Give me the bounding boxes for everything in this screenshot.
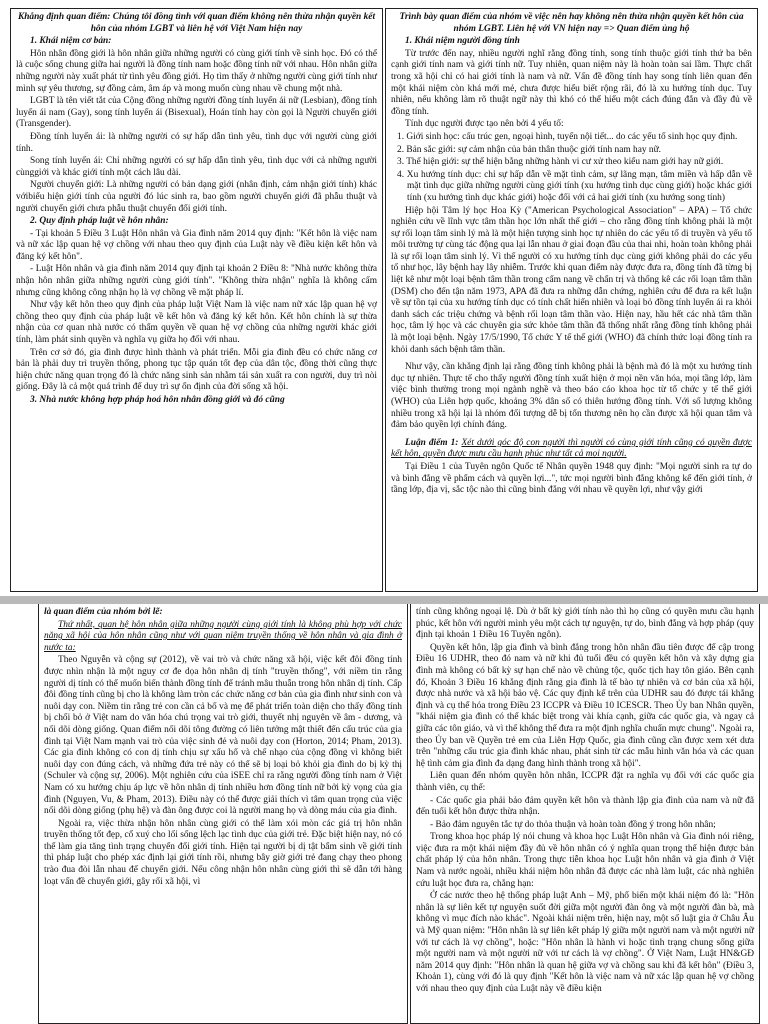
- section-heading: 1. Khái niệm người đồng tính: [405, 36, 520, 47]
- paragraph: Từ trước đến nay, nhiều người nghĩ rằng đồng tính, song tính thuộc giới tính thứ ba bên cạnh giới tính nam và giới tính nữ. Tuy nhiên, quan niệm này là hoàn toàn sai lầm. Thực chất trong xã hội chỉ có hai giới tính là nam và nữ. Vấn đề đồng tính hay song tính liên quan đến một khái niệm còn khá mới mẻ, chưa được hiểu biết rộng rãi, đó là xu hướng tính dục. Tuy nhiên, nếu không làm rõ thuật ngữ này thì khó có thể hiểu một cách đúng đắn và đầy đủ về đồng tính.: [391, 48, 752, 117]
- paragraph: Tính dục người được tạo nên bởi 4 yếu tố:: [405, 119, 564, 130]
- paragraph: Đồng tính luyến ái: là những người có sự hấp dẫn tình yêu, tình dục với người cùng giới tính.: [16, 131, 377, 154]
- paragraph: - Tại khoản 5 Điều 3 Luật Hôn nhân và Gia đình năm 2014 quy định: "Kết hôn là việc nam và nữ xác lập quan hệ vợ chồng với nhau theo quy định của Luật này về điều kiện kết hôn và đăng ký kết hôn".: [16, 228, 377, 262]
- page1-left-column: [10, 8, 383, 592]
- section-heading: 3. Nhà nước không hợp pháp hoá hôn nhân đồng giới và đó cũng: [30, 395, 285, 405]
- paragraph: Quyền kết hôn, lập gia đình và bình đẳng trong hôn nhân đầu tiên được để cập trong Điều 16 UDHR, theo đó nam và nữ khi đủ tuổi đều có quyền kết hôn và xây dựng gia đình mà không có bất kỳ sự hạn chế nào về chủng tộc, quốc tịch hay tôn giáo. Bên cạnh đó, Khoản 3 Điều 16 khẳng định rằng gia đình là tế bào tự nhiên và cơ bản của xã hội, được nhà nước và xã hội bảo vệ. Các quy định kể trên của UDHR sau đó được tái khẳng định và cụ thể hóa trong Điều 23 ICCPR và Điều 10 ICESCR. Theo Ủy ban Nhân quyền, "khái niệm gia đình có thể khác biệt trong vài khía cạnh, giữa các quốc gia, và ngay cả giữa các tôn giáo, và vì thế không thể đưa ra một định nghĩa chuẩn mực chung". Ngoài ra, theo Ủy ban về Quyền trẻ em của Liên Hợp Quốc, gia đình cũng cần được xem xét dưa trên "những cấu trúc gia đình khác nhau, phát sinh từ các mẫu hình văn hóa và các quan hệ tình cảm gia đình đa dạng đang hình thành trong xã hội".: [416, 642, 754, 769]
- argument-text: Xét dưới góc độ con người thì người có cùng giới tính cũng có quyền được kết hôn, quyền được mưu cầu hạnh phúc như tất cả mọi người.: [391, 437, 752, 460]
- paragraph: Người chuyển giới: Là những người có bản dạng giới (nhân định, cảm nhận giới tính) khác vớibiểu hiện giới tính của người đó lúc sinh ra, bao gồm người chuyển giới đã phẫu thuật và người chuyển giới chưa phẫu thuật chuyển đổi giới tính.: [16, 180, 377, 214]
- right-column-title: Trình bày quan điểm của nhóm về việc nên hay không nên thừa nhận quyền kết hôn của nhóm LGBT. Liên hệ với VN hiện nay => Quan điểm ủng hộ: [399, 12, 744, 34]
- argument-label: Luận điểm 1:: [405, 437, 459, 448]
- section-heading: 1. Khái niệm cơ bản:: [30, 36, 112, 47]
- paragraph: tính cũng không ngoại lệ. Dù ở bất kỳ giới tính nào thì họ cũng có quyền mưu cầu hạnh phúc, kết hôn với người mình yêu một cách tự nguyện, tự do, bình đẳng và hợp pháp (quy định tại khoản 1 Điều 16 Tuyên ngôn).: [416, 607, 754, 641]
- paragraph-italic: Thứ nhất, quan hệ hôn nhân giữa những người cùng giới tính là không phù hợp với chức năng xã hội của hôn nhân cũng như với quan niệm truyền thống về hôn nhân và gia đình ở nước ta:: [44, 619, 402, 653]
- page2-left-column: [38, 604, 408, 1024]
- paragraph: Ở các nước theo hệ thống pháp luật Anh – Mỹ, phổ biến một khái niệm đó là: "Hôn nhân là sự liên kết tự nguyện suốt đời giữa một người đàn ông và một người đàn bà, mà không vì mục đích nào khác". Ngoài khái niệm trên, hiện nay, một số luật gia ở Châu Âu và Mỹ quan niệm: "Hôn nhân là sự liên kết pháp lý giữa một người nam và một người nữ với tư cách là vợ chồng", hoặc: "Hôn nhân là hành vi hoặc tình trạng chung sống giữa một người nam và một người nữ với tư cách là vợ chồng". Ở Việt Nam, Luật HN&GĐ năm 2014 quy định: "Hôn nhân là quan hệ giữa vợ và chồng sau khi đã kết hôn" (Điều 3, Khoản 1), cùng với đó là quy định "Kết hôn là việc nam và nữ xác lập quan hệ vợ chồng với nhau theo quy định của Luật này về điều kiện: [416, 891, 754, 994]
- section-heading: 2. Quy định pháp luật về hôn nhân:: [30, 216, 169, 227]
- argument-paragraph: [391, 438, 752, 461]
- page2-right-column: [410, 604, 760, 1024]
- paragraph: Trên cơ sở đó, gia đình được hình thành và phát triển. Mỗi gia đình đều có chức năng cơ bản là phải duy trì truyền thống, phong tục tập quán tốt đẹp của dân tộc, đồng thời cũng thực hiện chức năng quan trọng đó là chức năng sinh sản nhằm tái sản xuất ra con người, duy trì nòi giống. Đây là cả một quá trình để duy trì sự ổn định của đời sống xã hội.: [16, 347, 377, 393]
- paragraph: Ngoài ra, việc thừa nhận hôn nhân cùng giới có thể làm xói mòn các giá trị hôn nhân truyền thống tốt đẹp, cổ xuý cho lối sống lệch lạc tình dục của giới trẻ. Đặc biệt hiện nay, nó có thể làm gia tăng tình trạng chuyển đổi giới tính. Hiện tại người bị dị tật bẩm sinh về giới tính thì pháp luật cho phép xác định lại giới tính rồi, nhưng bây giờ giới trẻ đang chạy theo phong trào đua đòi lẫn nhau để chuyển giới. Nếu công nhận hôn nhân cùng giới thì sẽ dẫn tới hàng loạt vấn đề chuyển giới, gây rối xã hội, vì: [44, 818, 402, 887]
- left-column-title: Khẳng định quan điểm: Chúng tôi đồng tình với quan điểm không nên thừa nhận quyền kết hôn của nhóm LGBT và liên hệ với Việt Nam hiện nay: [17, 12, 376, 34]
- page1-right-column: [385, 8, 758, 592]
- paragraph-heading: là quan điểm của nhóm bởi lẽ:: [44, 607, 163, 617]
- paragraph: Như vậy kết hôn theo quy định của pháp luật Việt Nam là việc nam nữ xác lập quan hệ vợ chồng theo quy định của pháp luật về kết hôn và đăng ký kết hôn. Kết hôn chính là sự thừa nhận của cơ quan nhà nước có thẩm quyền về quan hệ vợ chồng của những người khác giới tính, làm phát sinh quyền và nghĩa vụ giữa họ đối với nhau.: [16, 300, 377, 346]
- bullet: - Bảo đảm nguyên tắc tự do thỏa thuận và hoàn toàn đồng ý trong hôn nhân;: [430, 819, 716, 830]
- paragraph: Hôn nhân đồng giới là hôn nhân giữa những người có cùng giới tính về sinh học. Đó có thể là cuộc sống chung giữa hai người là đồng tính nam hoặc đồng tính nữ với nhau. Hôn nhân giữa những người này xuất phát từ tình yêu đồng giới. Họ tìm thấy ở những người cùng giới tính như mình sự yêu thương, sự đồng cảm, âm áp và mong muốn cùng nhau về chung một nhà.: [16, 48, 377, 94]
- paragraph: Song tính luyến ái: Chỉ những người có sự hấp dẫn tình yêu, tình dục với cả những người cùnggiới và khác giới tính một cách lâu dài.: [16, 156, 377, 178]
- list-item: 2. Bản sắc giới: sự cảm nhận của bản thân thuộc giới tính nam hay nữ.: [397, 144, 662, 155]
- paragraph: Như vậy, cần khẳng định lại rằng đồng tính không phải là bệnh mà đó là một xu hướng tính dục tự nhiên. Thực tế cho thấy người đồng tính xuất hiện ở mọi nền văn hóa, mọi tầng lớp, làm việc bình thường trong mọi ngành nghề và theo báo cáo khoa học từ tổ chức y tế thế giới (WHO) của Liên hợp quốc, khoảng 3% dân số có thiên hướng đồng tính. Với số lượng không nhiều trong xã hội lại là nhóm đối tượng dễ bị tổn thương nên họ cần được xã hội quan tâm và đảm bảo quyền lợi chính đáng.: [391, 362, 752, 431]
- document-page-2: [0, 604, 768, 1024]
- paragraph: Theo Nguyễn và cộng sự (2012), về vai trò và chức năng xã hội, việc kết đôi đồng tính được nhìn nhận là một nguy cơ đe dọa hôn nhân dị tính "truyền thống", với niềm tin rằng người dị tính có thể muốn biến thành đồng tính để tránh mâu thuẫn trong hôn nhân dị tính. Cấp đôi đồng tính cũng bị cho là không làm tròn các chức năng cơ bản của gia đình như sinh con và nuôi dạy con. Niềm tin rằng trẻ con cần cả bố và mẹ để phát triển toàn diện cho thấy đồng tính bị chối bỏ ở Việt nam do văn hóa chú trọng vai trò giới, thuyết nhị nguyên về âm - dương, và nối dõi dòng giống. Quan điểm nối dõi tông đường có liên tưởng mật thiết đến cấu trúc của gia đình tại Việt Nam mạnh vai trò của việc sinh đẻ và nuôi dạy con (Horton, 2014; Pham, 2013). Các gia đình không có con dị tính chịu sự xấu hổ và chế nhạo của cộng đồng vì không biết nuôi dạy con đúng cách, và những đứa trẻ này có thể sẽ bị loại bỏ khỏi gia đình do bị kỳ thị (Schuler và cộng sự, 2006). Một nghiên cứu của iSEE chỉ ra rằng người đồng tính nam ở Việt Nam có xu hướng chịu áp lực về hôn nhân dị tính nhiều hơn đồng tính nữ bởi kỳ vọng của gia đình (Nguyen, Vu, & Pham, 2013). Điều này có thể được giải thích vì tâm quan trọng của việc nối dõi dòng giống (phụ hệ) và đàn ông được coi là người mang họ và dòng máu của gia đình.: [44, 655, 402, 817]
- list-item: 3. Thể hiện giới: sự thể hiện bằng những hành vi cư xử theo kiểu nam giới hay nữ giới.: [397, 157, 724, 168]
- paragraph: - Luật Hôn nhân và gia đình năm 2014 quy định tại khoản 2 Điều 8: "Nhà nước không thừa nhận hôn nhân giữa những người cùng giới tính". "Không thừa nhận" nghĩa là không cấm nhưng cũng không công nhận họ là vợ chồng về mặt pháp lí.: [16, 264, 377, 298]
- page-separator: [0, 596, 768, 604]
- paragraph: LGBT là tên viết tắt của Cộng đồng những người đồng tính luyến ái nữ (Lesbian), đồng tính luyến ái nam (Gay), song tính luyến ái (Bisexual), Hoán tính hay còn gọi là Người chuyển giới (Transgender).: [16, 96, 377, 130]
- paragraph: Tại Điều 1 của Tuyên ngôn Quốc tế Nhân quyền 1948 quy định: "Mọi người sinh ra tự do và bình đẳng về phẩm cách và quyền lợi...", tức mọi người bình đẳng không kể đến giới tính, ở tầng lớp, địa vị, sắc tộc nào thì cũng bình đẳng với nhau về quyền lợi, như vậy giới: [391, 461, 752, 496]
- list-item: 1. Giới sinh học: cấu trúc gen, ngoại hình, tuyến nội tiết... do các yếu tố sinh học quy định.: [397, 131, 738, 142]
- list-item: 4. Xu hướng tính dục: chỉ sự hấp dẫn về mặt tình cảm, sự lãng mạn, tâm miền và hấp dẫn về mặt tình dục giữa những người cùng giới tính (xu hướng tình dục cùng giới) hoặc khác giới tính (xu hướng tình dục khác giới) hoặc đối với cả hai giới tính (xu hướng song tính): [397, 169, 752, 203]
- paragraph: Hiệp hội Tâm lý học Hoa Kỳ ("American Psychological Association" – APA) – Tổ chức nghiên cứu về lĩnh vực tâm thần học lớn nhất thế giới – cho rằng đồng tính không phải là một sự rối loạn tâm sinh lý mà là một hiện tượng sinh học tự nhiên do các yếu tố di truyền và yếu tố môi trường tự cùng tác động qua lại lẫn nhau ở giai đoạn đầu của thai nhi, hoàn toàn không phải là sự rối loạn tâm sinh lý. Vì thế người có xu hướng tính dục cùng giới không phải do các yếu tố như học, lây bệnh hay lây nhiễm. Trước khi quan điểm này được đưa ra, đồng tính đã từng bị liệt kê như một loại bệnh tâm thần trong cẩm nang về chẩn trị và thống kê các rối loạn tâm thần (DSM) cho đến tận năm 1973, APA đã đưa ra những dẫn chứng, nghiên cứu để đưa ra kết luận về sự tồn tại của xu hướng tính dục có tính chất hiển nhiên và loại bỏ đồng tính luyến ái ra khỏi danh sách các triệu chứng và bệnh rối loạn tâm thần vào. Hiện nay, hầu hết các nhà tâm thần học, tâm lý học và các chuyên gia sức khỏe tâm thần đã thống nhất rằng đồng tính không phải là một loại bệnh. Ngày 17/5/1990, Tổ chức Y tế thế giới (WHO) đã chính thức loại đồng tính ra khỏi danh sách bệnh tâm thần.: [391, 205, 752, 355]
- bullet: - Các quốc gia phải bảo đảm quyền kết hôn và thành lập gia đình của nam và nữ đã đến tuổi kết hôn được thừa nhận.: [416, 795, 754, 818]
- paragraph: Trong khoa học pháp lý nói chung và khoa học Luật Hôn nhân và Gia đình nói riêng, việc đưa ra một khái niệm đầy đủ về hôn nhân có ý nghĩa quan trọng thể hiện được bản chất pháp lý của hôn nhân. Trong thực tiễn khoa học Luật hôn nhân và gia đình ở Việt Nam và nước ngoài, nhiều khái niệm hôn nhân đã được các nhà làm luật, các nhà nghiên cứu luật học đưa ra, chẳng hạn:: [416, 832, 754, 889]
- paragraph: Liên quan đến nhóm quyền hôn nhân, ICCPR đặt ra nghĩa vụ đối với các quốc gia thành viên, cụ thể:: [416, 771, 754, 793]
